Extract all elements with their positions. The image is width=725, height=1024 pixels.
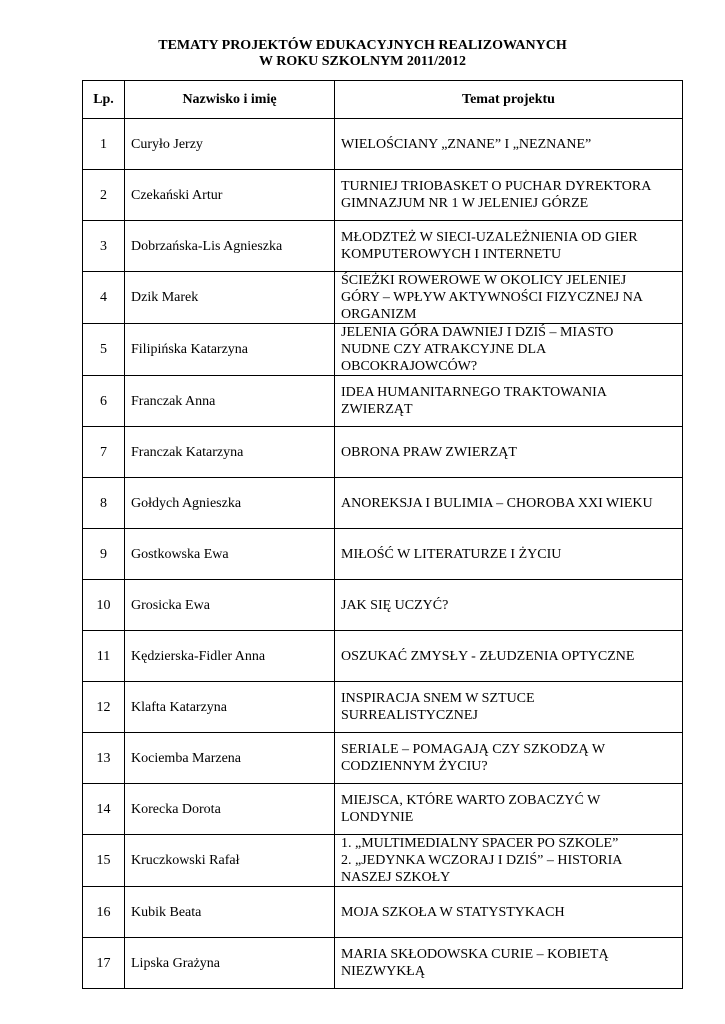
table-row	[83, 733, 683, 784]
header-lp: Lp.	[83, 81, 125, 119]
row-name: Grosicka Ewa	[125, 580, 335, 631]
table-row	[83, 938, 683, 989]
row-number: 5	[83, 324, 125, 376]
row-number: 13	[83, 733, 125, 784]
table-row	[83, 170, 683, 221]
table-row	[83, 376, 683, 427]
row-name: Kociemba Marzena	[125, 733, 335, 784]
row-number: 17	[83, 938, 125, 989]
row-topic: MŁODZTEŻ W SIECI-UZALEŻNIENIA OD GIER KOMPUTEROWYCH I INTERNETU	[335, 221, 683, 272]
table-row	[83, 324, 683, 376]
table-row	[83, 478, 683, 529]
row-number: 2	[83, 170, 125, 221]
header-name: Nazwisko i imię	[125, 81, 335, 119]
table-row	[83, 784, 683, 835]
row-topic: OSZUKAĆ ZMYSŁY - ZŁUDZENIA OPTYCZNE	[335, 631, 683, 682]
row-number: 1	[83, 119, 125, 170]
row-name: Dzik Marek	[125, 272, 335, 324]
row-number: 3	[83, 221, 125, 272]
row-topic: MIEJSCA, KTÓRE WARTO ZOBACZYĆ W LONDYNIE	[335, 784, 683, 835]
projects-table	[82, 80, 683, 989]
row-number: 12	[83, 682, 125, 733]
row-name: Kruczkowski Rafał	[125, 835, 335, 887]
row-number: 6	[83, 376, 125, 427]
table-row	[83, 835, 683, 887]
row-name: Klafta Katarzyna	[125, 682, 335, 733]
row-topic: INSPIRACJA SNEM W SZTUCE SURREALISTYCZNEJ	[335, 682, 683, 733]
row-number: 7	[83, 427, 125, 478]
table-row	[83, 631, 683, 682]
row-number: 16	[83, 887, 125, 938]
row-topic: ANOREKSJA I BULIMIA – CHOROBA XXI WIEKU	[335, 478, 683, 529]
row-name: Curyło Jerzy	[125, 119, 335, 170]
title-line-2: W ROKU SZKOLNYM 2011/2012	[258, 54, 467, 69]
table-row	[83, 529, 683, 580]
row-topic: MARIA SKŁODOWSKA CURIE – KOBIETĄ NIEZWYKŁĄ	[335, 938, 683, 989]
header-topic: Temat projektu	[335, 81, 683, 119]
row-topic: OBRONA PRAW ZWIERZĄT	[335, 427, 683, 478]
table-row	[83, 221, 683, 272]
row-number: 11	[83, 631, 125, 682]
row-name: Franczak Katarzyna	[125, 427, 335, 478]
row-name: Franczak Anna	[125, 376, 335, 427]
row-topic: JELENIA GÓRA DAWNIEJ I DZIŚ – MIASTO NUDNE CZY ATRAKCYJNE DLA OBCOKRAJOWCÓW?	[335, 324, 683, 376]
row-number: 9	[83, 529, 125, 580]
row-topic: 1. „MULTIMEDIALNY SPACER PO SZKOLE” 2. „JEDYNKA WCZORAJ I DZIŚ” – HISTORIA NASZEJ SZKOŁY	[335, 835, 683, 887]
row-number: 14	[83, 784, 125, 835]
row-name: Dobrzańska-Lis Agnieszka	[125, 221, 335, 272]
row-topic: ŚCIEŻKI ROWEROWE W OKOLICY JELENIEJ GÓRY – WPŁYW AKTYWNOŚCI FIZYCZNEJ NA ORGANIZM	[335, 272, 683, 324]
title-line-1: TEMATY PROJEKTÓW EDUKACYJNYCH REALIZOWANYCH	[158, 38, 567, 53]
table-body	[83, 119, 683, 989]
table-row	[83, 682, 683, 733]
row-name: Czekański Artur	[125, 170, 335, 221]
table-row	[83, 580, 683, 631]
row-topic: TURNIEJ TRIOBASKET O PUCHAR DYREKTORA GIMNAZJUM NR 1 W JELENIEJ GÓRZE	[335, 170, 683, 221]
row-name: Gołdych Agnieszka	[125, 478, 335, 529]
row-number: 8	[83, 478, 125, 529]
row-topic: IDEA HUMANITARNEGO TRAKTOWANIA ZWIERZĄT	[335, 376, 683, 427]
table-header-row	[83, 81, 683, 119]
row-topic: JAK SIĘ UCZYĆ?	[335, 580, 683, 631]
table-row	[83, 119, 683, 170]
row-topic: SERIALE – POMAGAJĄ CZY SZKODZĄ W CODZIENNYM ŻYCIU?	[335, 733, 683, 784]
table-row	[83, 272, 683, 324]
row-name: Lipska Grażyna	[125, 938, 335, 989]
row-topic: WIELOŚCIANY „ZNANE” I „NEZNANE”	[335, 119, 683, 170]
row-topic: MOJA SZKOŁA W STATYSTYKACH	[335, 887, 683, 938]
table-row	[83, 887, 683, 938]
row-number: 15	[83, 835, 125, 887]
row-topic: MIŁOŚĆ W LITERATURZE I ŻYCIU	[335, 529, 683, 580]
row-name: Kubik Beata	[125, 887, 335, 938]
row-name: Gostkowska Ewa	[125, 529, 335, 580]
row-number: 4	[83, 272, 125, 324]
row-number: 10	[83, 580, 125, 631]
row-name: Kędzierska-Fidler Anna	[125, 631, 335, 682]
table-row	[83, 427, 683, 478]
document-title	[0, 38, 725, 70]
row-name: Korecka Dorota	[125, 784, 335, 835]
row-name: Filipińska Katarzyna	[125, 324, 335, 376]
